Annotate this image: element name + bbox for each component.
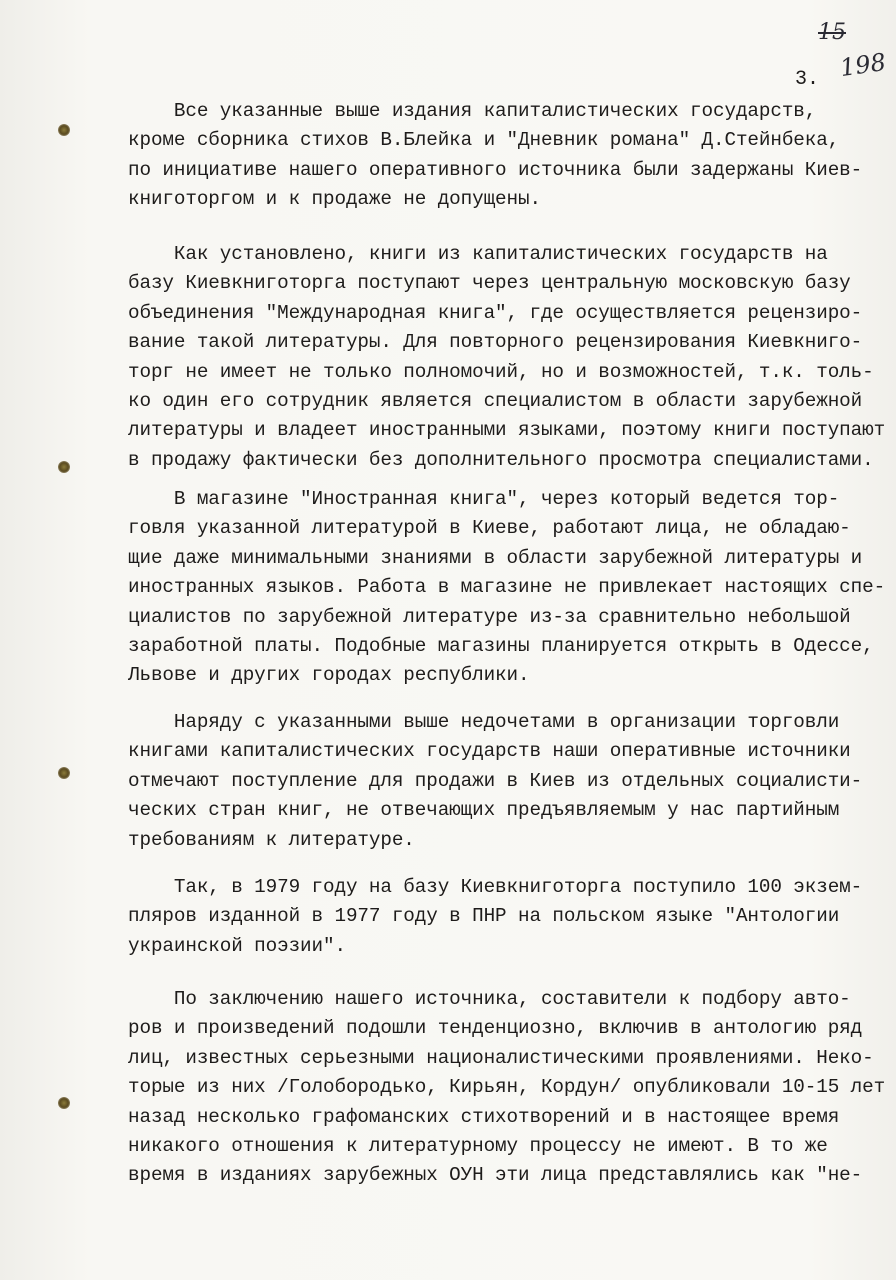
text-line: Так, в 1979 году на базу Киевкниготорга поступило 100 экзем- xyxy=(128,876,863,898)
page-number: 3. xyxy=(795,68,820,91)
text-line: книготоргом и к продаже не допущены. xyxy=(128,188,541,211)
text-line: книгами капиталистических государств наши оперативные источники xyxy=(128,740,851,763)
text-line: Как установлено, книги из капиталистических государств на xyxy=(128,243,828,265)
text-line: Львове и других городах республики. xyxy=(128,664,530,687)
paragraph xyxy=(128,485,888,691)
text-line: щие даже минимальными знаниями в области зарубежной литературы и xyxy=(128,546,863,569)
text-line: кроме сборника стихов В.Блейка и "Дневник романа" Д.Стейнбека, xyxy=(128,129,840,152)
text-line: ров и произведений подошли тенденциозно, включив в антологию ряд xyxy=(128,1017,863,1040)
binder-hole xyxy=(58,1097,70,1109)
text-line: отмечают поступление для продажи в Киев из отдельных социалисти- xyxy=(128,769,863,792)
text-line: объединения "Международная книга", где осуществляется рецензиро- xyxy=(128,301,863,324)
text-line: ческих стран книг, не отвечающих предъявляемым у нас партийным xyxy=(128,799,840,822)
text-line: базу Киевкниготорга поступают через центральную московскую базу xyxy=(128,272,851,295)
handwritten-folio: 198 xyxy=(838,47,888,83)
text-line: торг не имеет не только полномочий, но и возможностей, т.к. толь- xyxy=(128,360,874,383)
paragraph xyxy=(128,985,888,1191)
paragraph xyxy=(128,873,888,961)
text-line: вание такой литературы. Для повторного рецензирования Киевкниго- xyxy=(128,331,863,354)
text-line: пляров изданной в 1977 году в ПНР на польском языке "Антологии xyxy=(128,905,840,928)
text-line: В магазине "Иностранная книга", через который ведется тор- xyxy=(128,488,840,510)
text-line: по инициативе нашего оперативного источника были задержаны Киев- xyxy=(128,158,863,181)
binder-hole xyxy=(58,461,70,473)
paragraph xyxy=(128,97,888,215)
text-line: ко один его сотрудник является специалистом в области зарубежной xyxy=(128,390,863,413)
text-line: требованиям к литературе. xyxy=(128,828,415,851)
text-line: говля указанной литературой в Киеве, работают лица, не обладаю- xyxy=(128,517,851,540)
text-line: назад несколько графоманских стихотворений и в настоящее время xyxy=(128,1105,840,1128)
paragraph xyxy=(128,240,888,475)
text-line: Все указанные выше издания капиталистических государств, xyxy=(128,100,817,122)
handwritten-old-folio: 15 xyxy=(818,20,846,45)
binder-hole xyxy=(58,124,70,136)
text-line: в продажу фактически без дополнительного просмотра специалистами. xyxy=(128,448,874,471)
text-line: Наряду с указанными выше недочетами в организации торговли xyxy=(128,711,840,733)
text-line: украинской поэзии". xyxy=(128,934,346,957)
text-line: заработной платы. Подобные магазины планируется открыть в Одессе, xyxy=(128,635,874,658)
text-line: иностранных языков. Работа в магазине не привлекает настоящих спе- xyxy=(128,576,886,599)
binder-hole xyxy=(58,767,70,779)
text-line: торые из них /Голобородько, Кирьян, Кордун/ опубликовали 10-15 лет xyxy=(128,1076,886,1099)
text-line: время в изданиях зарубежных ОУН эти лица представлялись как "не- xyxy=(128,1164,863,1187)
text-line: никакого отношения к литературному процессу не имеют. В то же xyxy=(128,1135,828,1158)
text-line: циалистов по зарубежной литературе из-за сравнительно небольшой xyxy=(128,605,851,628)
text-line: лиц, известных серьезными националистическими проявлениями. Неко- xyxy=(128,1046,874,1069)
text-line: литературы и владеет иностранными языками, поэтому книги поступают xyxy=(128,419,886,442)
text-line: По заключению нашего источника, составители к подбору авто- xyxy=(128,988,851,1010)
paragraph xyxy=(128,708,888,855)
